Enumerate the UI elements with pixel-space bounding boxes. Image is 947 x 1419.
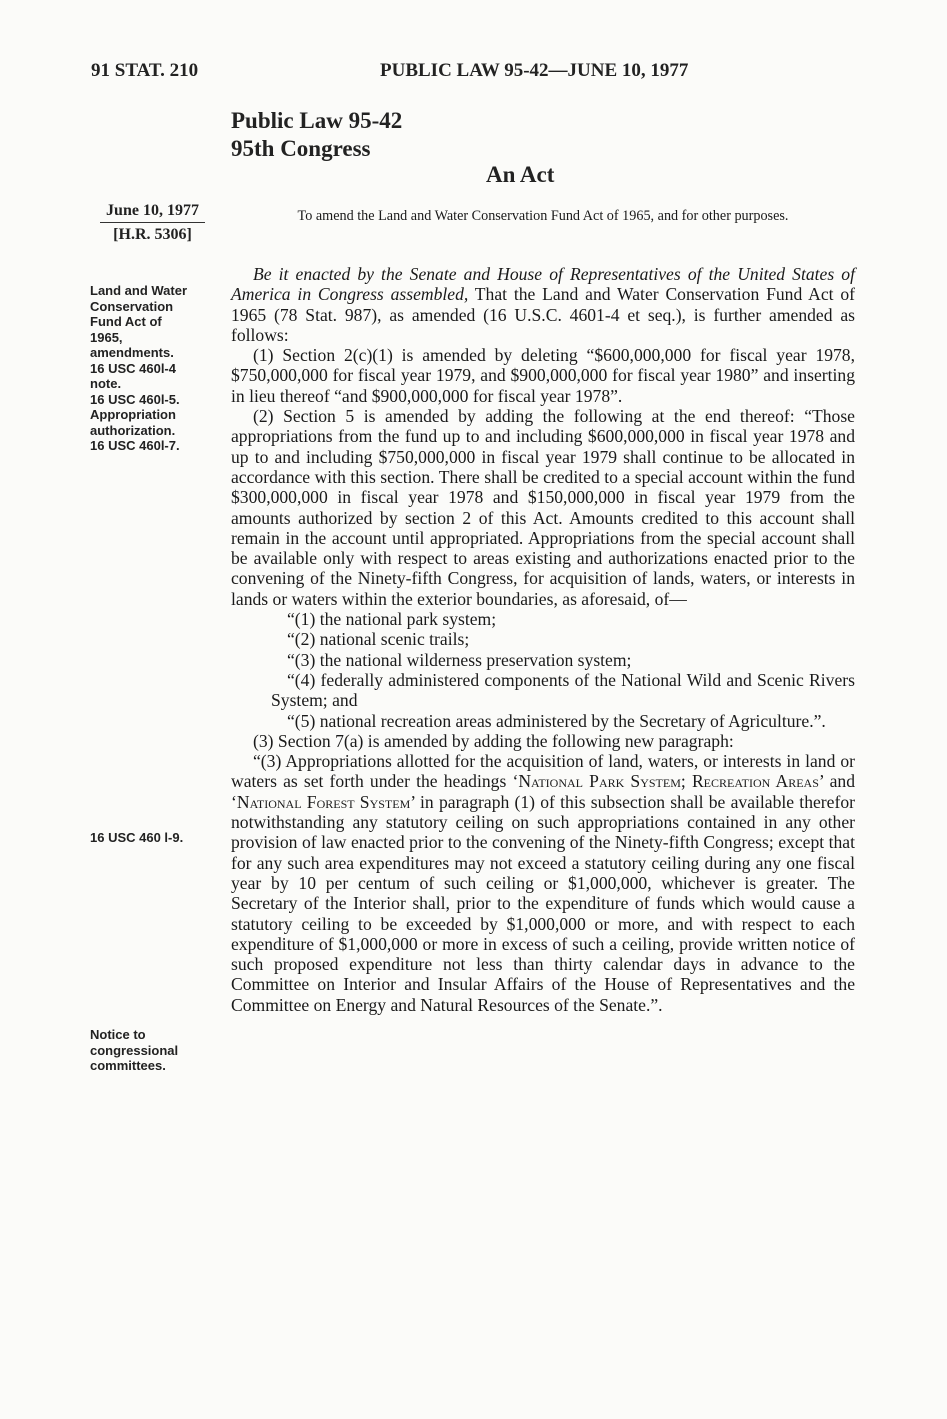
an-act-heading: An Act [486,162,555,187]
margin-line: 16 USC 460l-5. [90,391,180,407]
section-1: (1) Section 2(c)(1) is amended by deleting “$600,000,000 for fiscal year 1978, $750,000,000 for fiscal year 1979, and $900,000,000 for fiscal year 1980” and inserting in lieu thereof “and $900,000,000 for fiscal year 1978”. [231,345,855,406]
margin-line: 16 USC 460l-7. [90,438,180,453]
enactment-date: June 10, 1977 [100,202,205,223]
margin-line: authorization. [90,422,176,438]
paragraph-text: “(3) Appropriations allotted for the acquisition of land, waters, or interests in land or waters as set forth under the headings ‘ [231,751,855,792]
margin-line: Land and Water [90,283,188,298]
heading-recreation-areas: Recreation Areas [691,771,819,792]
section-3: (3) Section 7(a) is amended by adding the following new paragraph: [253,730,734,751]
list-item: “(3) the national wilderness preservation system; [287,649,632,670]
running-title: PUBLIC LAW 95-42—JUNE 10, 1977 [380,60,689,81]
margin-line: 1965, [90,329,123,345]
margin-note-notice [90,1027,215,1074]
heading-national-forest-system: National Forest System [236,791,411,812]
margin-note-amendments [90,283,215,454]
enacting-formula: Be it enacted by the Senate and House of Representatives of the United States of America in Congress assembled, [231,264,855,305]
congress-number: 95th Congress [231,136,371,161]
bill-number: [H.R. 5306] [113,226,192,243]
margin-line: Notice to [90,1027,146,1042]
list-item: “(4) federally administered components of the National Wild and Scenic Rivers System; and [271,669,855,711]
section-2: (2) Section 5 is amended by adding the following at the end thereof: “Those appropriations from the fund up to and including $600,000,000 in fiscal year 1978 and up to and including $750,000,000 in fiscal year 1979 shall continue to be allocated in accordance with this section. There shall be credited to a special account within the fund $300,000,000 in fiscal year 1978 and $150,000,000 in fiscal year 1979 from the amounts authorized by section 2 of this Act. Amounts credited to this account shall remain in the account until appropriated. Appropriations from the special account shall be available only with respect to areas existing and authorizations enacted prior to the convening of the Ninety-fifth Congress, for acquisition of lands, waters, or interests in lands or waters within the exterior boundaries, as aforesaid, of— [231,406,855,609]
public-law-number: Public Law 95-42 [231,108,403,133]
margin-line: Fund Act of [90,314,162,329]
heading-national-park-system: National Park System [518,771,681,792]
enacting-clause [231,264,855,345]
margin-line: amendments. [90,345,174,360]
list-item: “(5) national recreation areas administered by the Secretary of Agriculture.”. [287,710,826,731]
enactment-date-block [90,202,215,244]
margin-line: 16 USC 460l-4 [90,360,176,376]
margin-note-usc-citation: 16 USC 460 l-9. [90,830,184,845]
enacting-text: That the Land and Water Conservation Fund Act of 1965 (78 Stat. 987), as amended (16 U.S.C. 4601-4 et seq.), is further amended as follows: [231,284,855,345]
paragraph-text: ’ in paragraph (1) of this subsection shall be available therefor notwithstanding any statutory ceiling on such appropriations contained in any other provision of law enacted prior to the convening of the Ninety-fifth Congress; except that for any such area expenditures may not exceed a statutory ceiling during any one fiscal year by 10 per centum of such ceiling or $1,000,000, whichever is greater. The Secretary of the Interior shall, prior to the expenditure of funds which would cause a statutory ceiling to be exceeded by $1,000,000 or more, and with respect to each expenditure of $1,000,000 or more in excess of such a ceiling, provide written notice of such proposed expenditure not less than thirty calendar days in advance to the Committee on Interior and Insular Affairs of the House of Representatives and the Committee on Energy and Natural Resources of the Senate.”. [231,791,855,1015]
margin-line: note. [90,376,122,391]
margin-line: Conservation [90,298,174,314]
list-item: “(1) the national park system; [287,609,497,630]
act-body [231,264,855,1015]
paragraph-text: ’ and ‘ [231,771,855,812]
page-stat-reference: 91 STAT. 210 [91,60,199,81]
margin-line: Appropriation [90,407,176,422]
margin-line: committees. [90,1058,166,1073]
list-item: “(2) national scenic trails; [287,629,470,650]
paragraph-text: ; [680,771,692,792]
margin-line: congressional [90,1042,179,1058]
new-paragraph-3 [231,751,855,1015]
purpose-statement: To amend the Land and Water Conservation Fund Act of 1965, and for other purposes. [297,208,789,224]
